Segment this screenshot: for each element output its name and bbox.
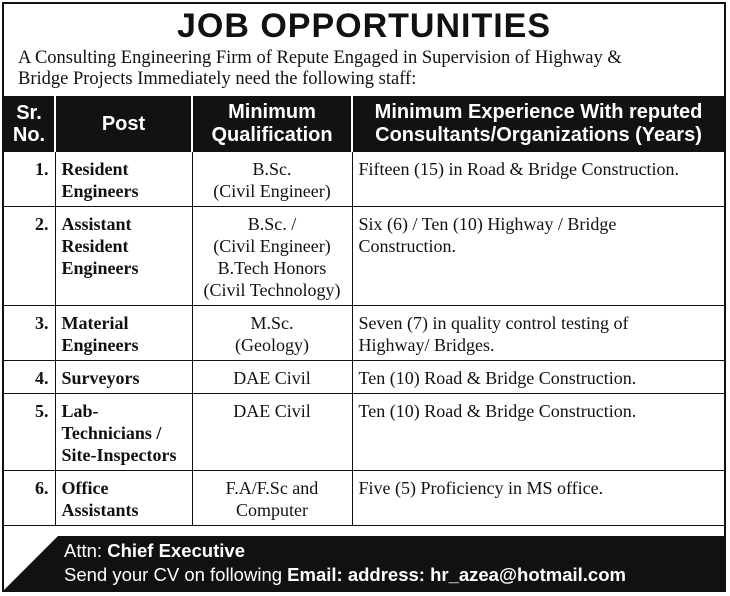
- intro-line-2: Bridge Projects Immediately need the following staff:: [18, 69, 417, 89]
- header-qualification: [192, 96, 352, 152]
- row-qualification-line: (Civil Engineer): [213, 181, 331, 201]
- header-qual-line2: Qualification: [211, 124, 333, 146]
- row-post: [55, 306, 192, 361]
- row-sr-no: 4.: [4, 361, 55, 394]
- job-advertisement: [2, 2, 726, 592]
- header-sr-no: [4, 96, 55, 152]
- row-experience-line: Construction.: [358, 236, 456, 256]
- row-qualification-line: M.Sc.: [250, 313, 294, 333]
- row-post: [55, 394, 192, 471]
- table-header-row: [4, 96, 724, 152]
- row-qualification-line: (Geology): [235, 335, 309, 355]
- row-experience: [352, 207, 724, 306]
- table-body: [4, 152, 724, 526]
- row-sr-no: 5.: [4, 394, 55, 471]
- row-qualification-line: F.A/F.Sc and: [225, 478, 319, 498]
- row-qualification-line: Computer: [236, 500, 308, 520]
- row-post-line: Office: [61, 478, 109, 498]
- contact-footer: [4, 536, 724, 590]
- attn-label: Attn:: [64, 540, 108, 561]
- row-qualification: [192, 152, 352, 207]
- send-cv-text: Send your CV on following: [64, 564, 288, 585]
- header-exp-line2: Consultants/Organizations (Years): [375, 124, 702, 146]
- attn-name: Chief Executive: [107, 540, 245, 561]
- row-post-line: Engineers: [61, 335, 139, 355]
- row-post: [55, 152, 192, 207]
- header-post: Post: [55, 96, 192, 152]
- row-post-line: Assistants: [61, 500, 139, 520]
- row-post-line: Lab-: [61, 401, 99, 421]
- row-post-line: Material: [61, 313, 129, 333]
- row-experience-line: Highway/ Bridges.: [358, 335, 495, 355]
- intro-line-1: A Consulting Engineering Firm of Repute Engaged in Supervision of Highway &: [18, 48, 622, 68]
- intro-text: [4, 48, 724, 96]
- row-post: [55, 207, 192, 306]
- table-row: [4, 207, 724, 306]
- table-row: [4, 471, 724, 526]
- row-experience: [352, 394, 724, 471]
- row-sr-no: 3.: [4, 306, 55, 361]
- row-experience: [352, 306, 724, 361]
- header-exp-line1: Minimum Experience With reputed: [374, 101, 703, 123]
- row-post-line: Resident: [61, 236, 129, 256]
- row-qualification-line: B.Sc.: [252, 159, 292, 179]
- row-qualification-line: (Civil Engineer): [213, 236, 331, 256]
- row-qualification-line: B.Sc. /: [247, 214, 297, 234]
- header-sr-line2: No.: [12, 124, 46, 146]
- row-post-line: Assistant: [61, 214, 132, 234]
- row-post: [55, 361, 192, 394]
- table-row: [4, 152, 724, 207]
- table-row: [4, 306, 724, 361]
- row-post-line: Surveyors: [61, 368, 140, 388]
- row-qualification: [192, 361, 352, 394]
- footer-text: [64, 539, 626, 587]
- row-qualification-line: (Civil Technology): [203, 280, 341, 300]
- row-qualification: [192, 207, 352, 306]
- row-experience-line: Ten (10) Road & Bridge Construction.: [358, 368, 637, 388]
- email-address[interactable]: Email: address: hr_azea@hotmail.com: [287, 564, 626, 585]
- positions-table: [4, 96, 724, 526]
- row-experience-line: Ten (10) Road & Bridge Construction.: [358, 401, 637, 421]
- row-experience-line: Five (5) Proficiency in MS office.: [358, 478, 604, 498]
- row-sr-no: 2.: [4, 207, 55, 306]
- ad-title: JOB OPPORTUNITIES: [176, 7, 552, 45]
- row-experience-line: Six (6) / Ten (10) Highway / Bridge: [358, 214, 617, 234]
- row-post: [55, 471, 192, 526]
- table-row: [4, 394, 724, 471]
- row-experience-line: Seven (7) in quality control testing of: [358, 313, 629, 333]
- row-qualification-line: B.Tech Honors: [217, 258, 327, 278]
- row-experience: [352, 152, 724, 207]
- row-qualification: [192, 394, 352, 471]
- row-experience: [352, 471, 724, 526]
- row-experience-line: Fifteen (15) in Road & Bridge Construction.: [358, 159, 679, 179]
- send-cv-line: [64, 563, 626, 587]
- row-qualification-line: DAE Civil: [233, 368, 311, 388]
- footer-corner-decoration: [4, 536, 58, 590]
- row-qualification: [192, 306, 352, 361]
- row-qualification-line: DAE Civil: [233, 401, 311, 421]
- attn-line: [64, 539, 626, 563]
- row-post-line: Engineers: [61, 258, 139, 278]
- row-experience: [352, 361, 724, 394]
- header-experience: [352, 96, 724, 152]
- row-post-line: Resident: [61, 159, 129, 179]
- row-qualification: [192, 471, 352, 526]
- table-row: [4, 361, 724, 394]
- row-post-line: Engineers: [61, 181, 139, 201]
- row-sr-no: 1.: [4, 152, 55, 207]
- header-sr-line1: Sr.: [16, 102, 42, 124]
- row-post-line: Technicians /: [61, 423, 162, 443]
- row-post-line: Site-Inspectors: [61, 445, 177, 465]
- header-qual-line1: Minimum: [228, 101, 316, 123]
- row-sr-no: 6.: [4, 471, 55, 526]
